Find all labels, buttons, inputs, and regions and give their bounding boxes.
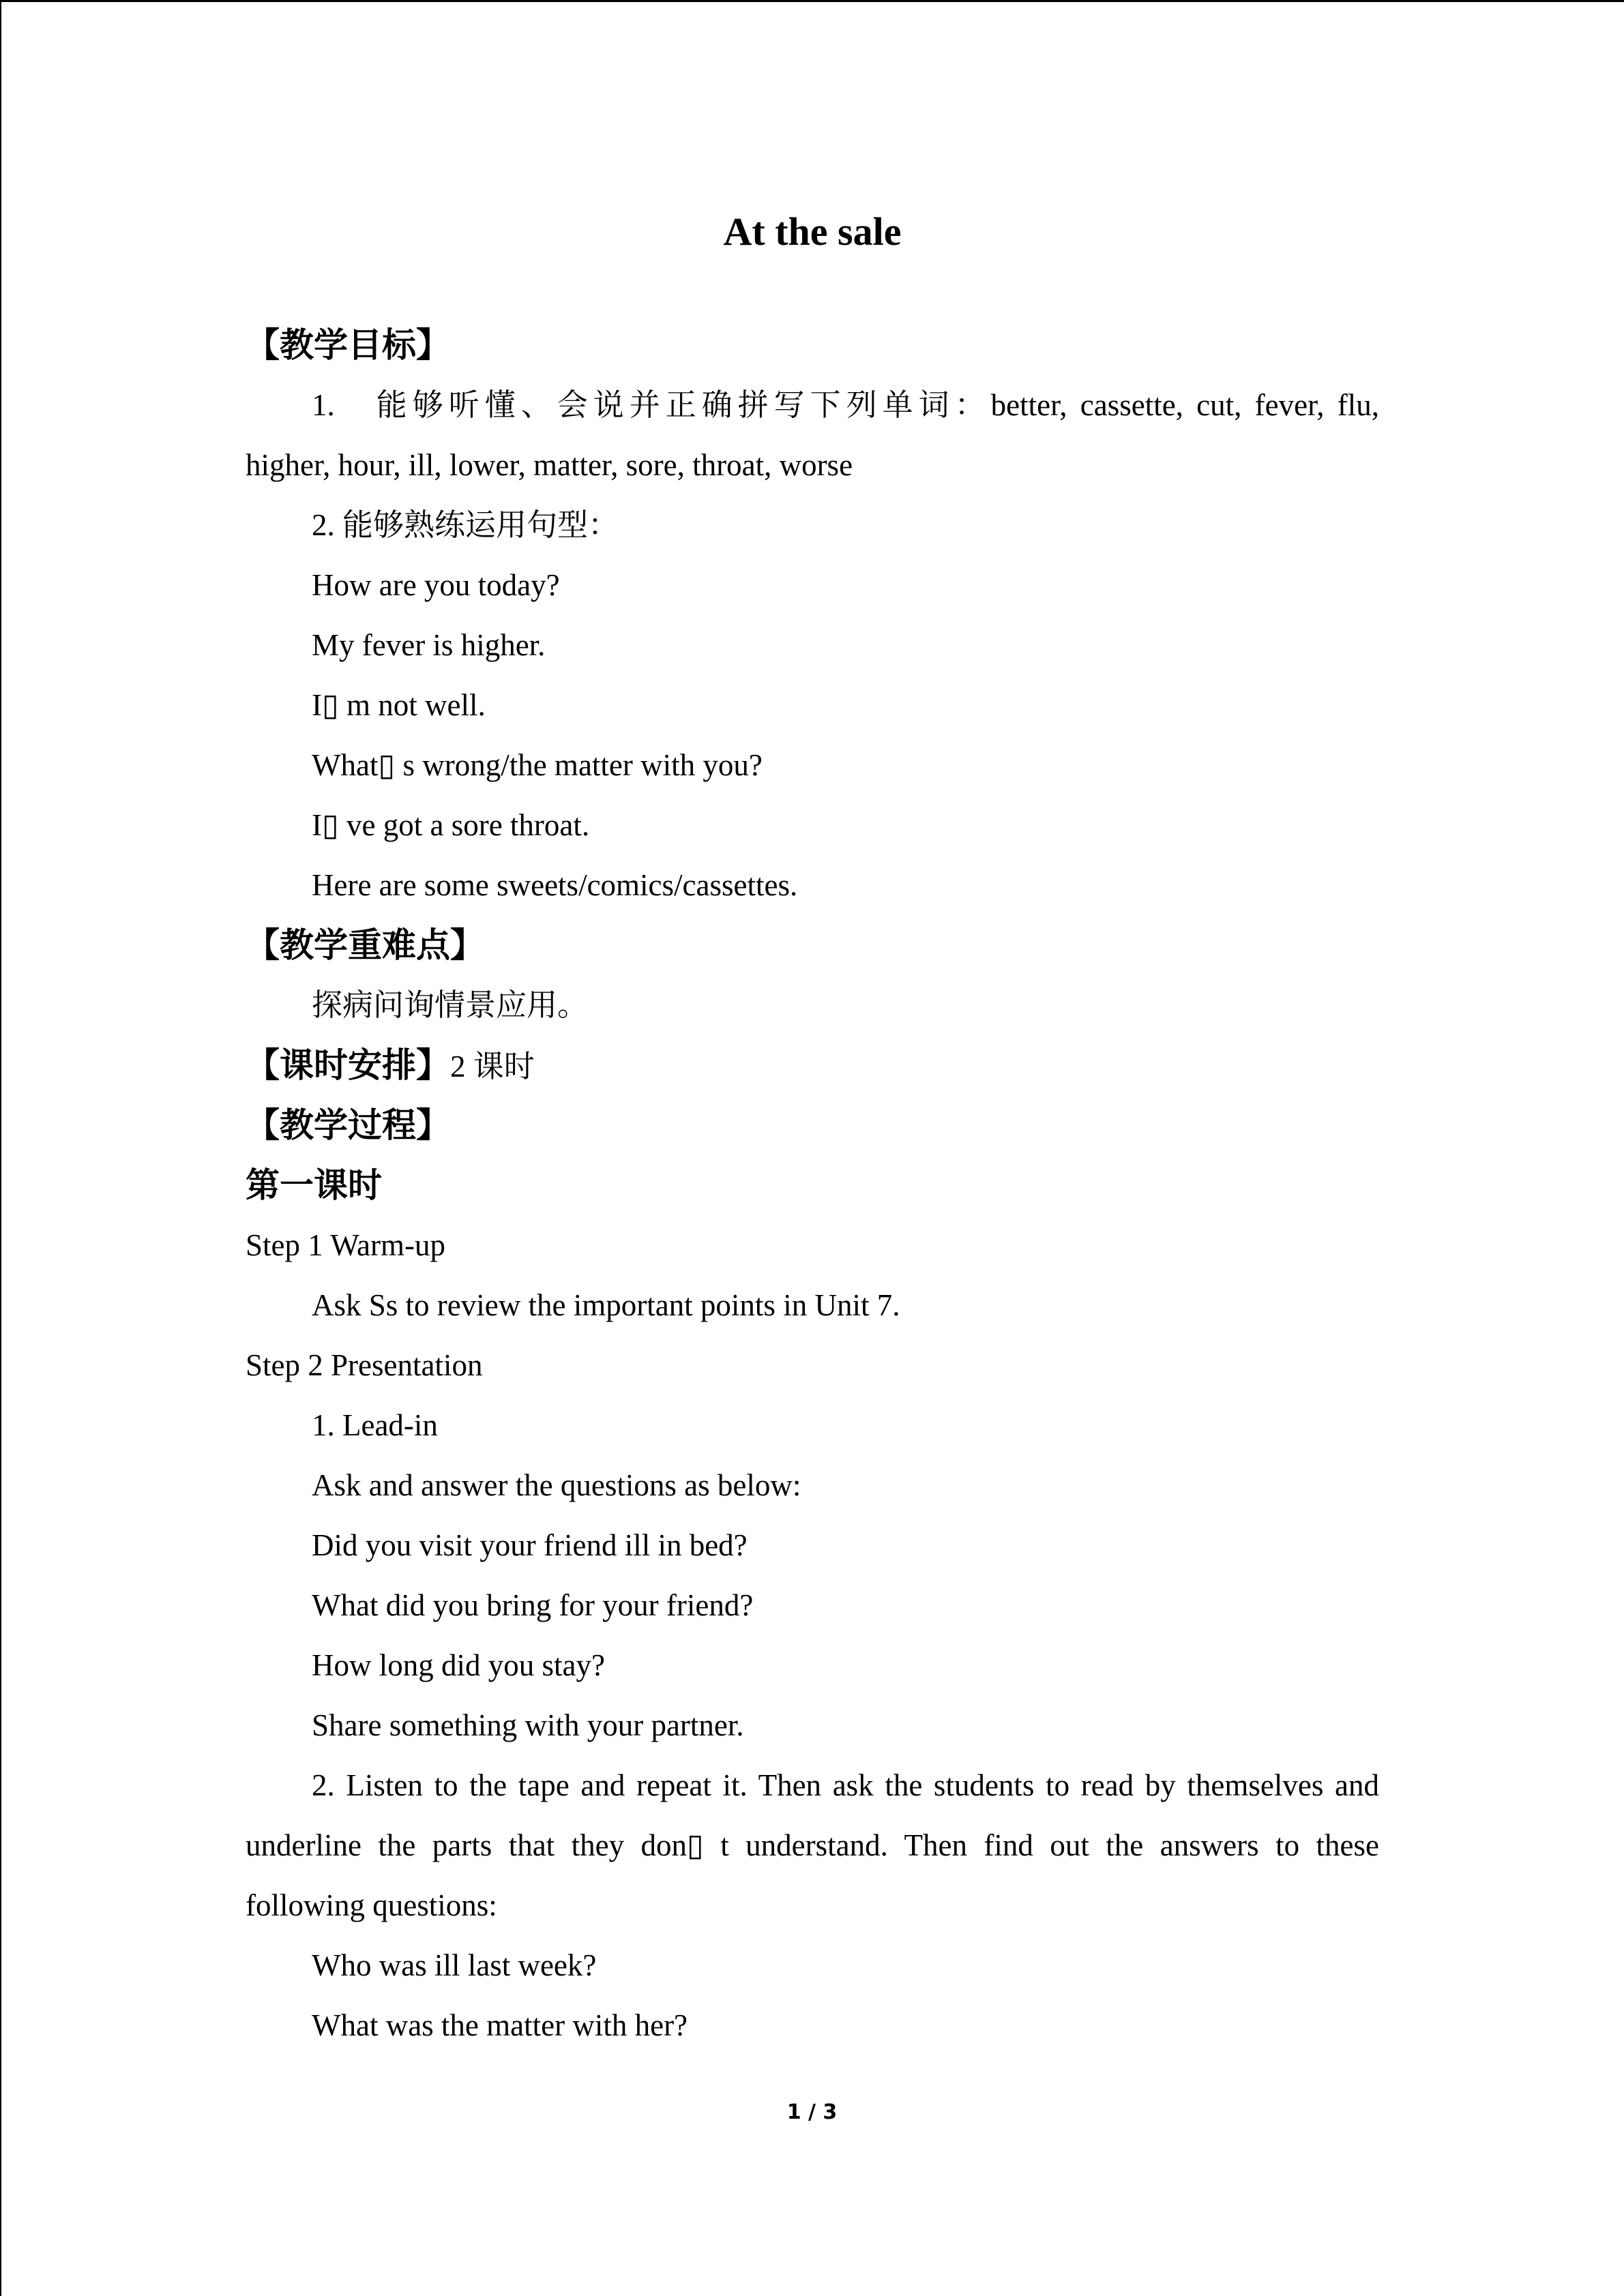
sentence-item: I▯ ve got a sore throat. xyxy=(312,808,590,842)
schedule-value: 2 课时 xyxy=(450,1049,535,1084)
page-number: 1 / 3 xyxy=(786,2100,838,2124)
schedule-heading xyxy=(246,1035,1379,1095)
schedule-heading-label: 【课时安排】 xyxy=(246,1045,450,1085)
objective-1-line-1: 1. 能够听懂、会说并正确拼写下列单词：better, cassette, cut, fever, flu, xyxy=(312,388,1379,422)
document-title: At the sale xyxy=(723,209,902,254)
document-body xyxy=(246,198,1379,2055)
sentence-item: I▯ m not well. xyxy=(312,688,486,722)
listen-paragraph-line-1: 2. Listen to the tape and repeat it. Then ask the students to read by themselves and xyxy=(312,1768,1379,1802)
lesson-heading: 第一课时 xyxy=(246,1165,382,1205)
objectives-heading: 【教学目标】 xyxy=(246,325,450,365)
question-item: How long did you stay? xyxy=(312,1648,605,1682)
question-item: Share something with your partner. xyxy=(312,1708,744,1742)
sentence-item: Here are some sweets/comics/cassettes. xyxy=(312,868,798,902)
listen-paragraph-line-3: following questions: xyxy=(246,1888,497,1922)
question-item: What did you bring for your friend? xyxy=(312,1588,754,1622)
sentence-item: How are you today? xyxy=(312,568,560,602)
objective-1-line-2: higher, hour, ill, lower, matter, sore, throat, worse xyxy=(246,448,853,482)
listen-paragraph-line-2: underline the parts that they don▯ t understand. Then find out the answers to these xyxy=(246,1828,1379,1862)
step-1-text: Ask Ss to review the important points in Unit 7. xyxy=(312,1288,900,1322)
process-heading: 【教学过程】 xyxy=(246,1105,450,1145)
step-1-heading: Step 1 Warm-up xyxy=(246,1228,446,1262)
key-points-heading: 【教学重难点】 xyxy=(246,925,484,965)
key-points-text: 探病问询情景应用。 xyxy=(312,988,589,1022)
lead-in-intro: Ask and answer the questions as below: xyxy=(312,1468,801,1502)
question-item: Did you visit your friend ill in bed? xyxy=(312,1528,748,1562)
follow-question-item: Who was ill last week? xyxy=(312,1948,597,1982)
sentence-item: What▯ s wrong/the matter with you? xyxy=(312,748,763,782)
sentence-item: My fever is higher. xyxy=(312,628,546,662)
step-2-heading: Step 2 Presentation xyxy=(246,1348,483,1382)
follow-question-item: What was the matter with her? xyxy=(312,2008,688,2042)
objective-2: 2. 能够熟练运用句型： xyxy=(312,508,619,542)
lead-in-heading: 1. Lead-in xyxy=(312,1408,438,1442)
